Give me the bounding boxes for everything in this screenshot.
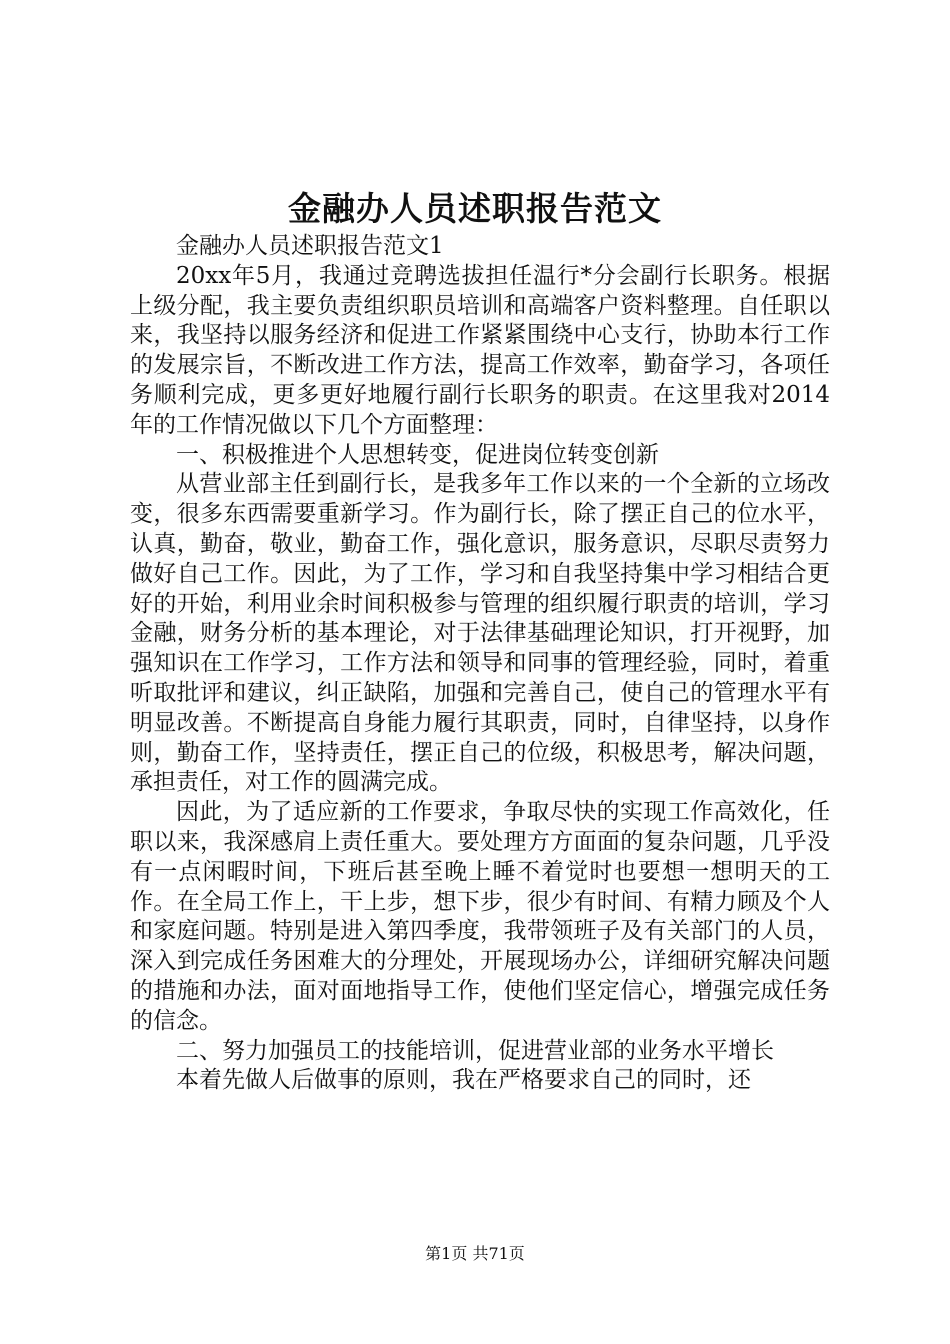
- page-footer: 第1页 共71页: [425, 1244, 525, 1263]
- document-body: [130, 232, 830, 1096]
- subtitle-paragraph: 金融办人员述职报告范文1: [176, 233, 444, 259]
- paragraph-section-1-cont: 因此，为了适应新的工作要求，争取尽快的实现工作高效化，任职以来，我深感肩上责任重大。要处理方方面面的复杂问题，几乎没有一点闲暇时间，下班后甚至晚上睡不着觉时也要想一想明天的工作。在全局工作上，干上步，想下步，很少有时间、有精力顾及个人和家庭问题。特别是进入第四季度，我带领班子及有关部门的人员，深入到完成任务困难大的分理处，开展现场办公，详细研究解决问题的措施和办法，面对面地指导工作，使他们坚定信心，增强完成任务的信念。: [130, 799, 830, 1034]
- section-heading-2: 二、努力加强员工的技能培训，促进营业部的业务水平增长: [176, 1037, 774, 1064]
- document-title: 金融办人员述职报告范文: [288, 189, 662, 228]
- section-heading-1: 一、积极推进个人思想转变，促进岗位转变创新: [176, 441, 659, 468]
- paragraph-section-1: 从营业部主任到副行长，是我多年工作以来的一个全新的立场改变，很多东西需要重新学习。作为副行长，除了摆正自己的位水平，认真，勤奋，敬业，勤奋工作，强化意识，服务意识，尽职尽责努力做好自己工作。因此，为了工作，学习和自我坚持集中学习相结合更好的开始，利用业余时间积极参与管理的组织履行职责的培训，学习金融，财务分析的基本理论，对于法律基础理论知识，打开视野，加强知识在工作学习，工作方法和领导和同事的管理经验，同时，着重听取批评和建议，纠正缺陷，加强和完善自己，使自己的管理水平有明显改善。不断提高自身能力履行其职责，同时，自律坚持，以身作则，勤奋工作，坚持责任，摆正自己的位级，积极思考，解决问题，承担责任，对工作的圆满完成。: [130, 471, 830, 796]
- paragraph-intro: 20xx年5月，我通过竞聘选拔担任温行*分会副行长职务。根据上级分配，我主要负责组织职员培训和高端客户资料整理。自任职以来，我坚持以服务经济和促进工作紧紧围绕中心支行，协助本行工作的发展宗旨，不断改进工作方法，提高工作效率，勤奋学习，各项任务顺利完成，更多更好地履行副行长职务的职责。在这里我对2014年的工作情况做以下几个方面整理：: [130, 262, 830, 438]
- paragraph-section-2: 本着先做人后做事的原则，我在严格要求自己的同时，还: [176, 1067, 751, 1094]
